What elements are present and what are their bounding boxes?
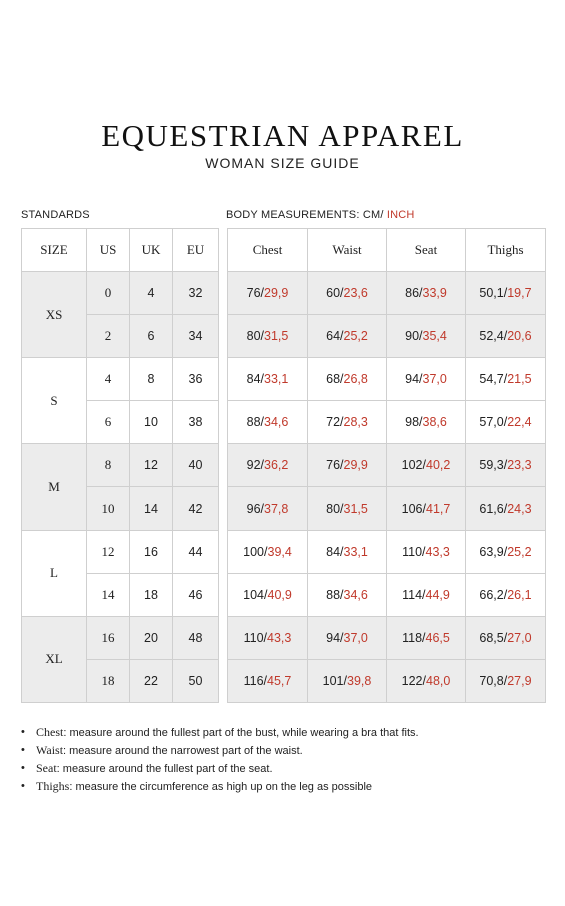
- inch-value: 36,2: [264, 458, 289, 473]
- cm-value: 110: [243, 630, 264, 645]
- measurement-cell: [308, 616, 387, 659]
- cm-value: 106: [401, 501, 423, 516]
- inch-value: 19,7: [507, 286, 532, 301]
- separator: /: [340, 415, 344, 430]
- table-row: [228, 358, 546, 401]
- table-row: [228, 573, 546, 616]
- separator: /: [419, 372, 423, 387]
- cm-value: 50,1: [479, 286, 504, 301]
- standards-header-row: [22, 229, 219, 272]
- measurement-cell: [387, 444, 466, 487]
- cm-value: 94: [405, 372, 420, 387]
- size-cell: XS: [22, 272, 87, 358]
- separator: /: [503, 587, 508, 602]
- uk-cell: 10: [130, 401, 173, 444]
- inch-value: 34,6: [343, 587, 368, 602]
- table-row: [228, 401, 546, 444]
- separator: /: [340, 544, 344, 559]
- uk-cell: 18: [130, 573, 173, 616]
- table-row: [228, 272, 546, 315]
- column-header: Seat: [387, 229, 466, 272]
- cm-value: 66,2: [479, 587, 504, 602]
- measurement-cell: [387, 272, 466, 315]
- separator: /: [503, 673, 508, 688]
- separator: /: [503, 458, 508, 473]
- separator: /: [503, 630, 508, 645]
- standards-body: [22, 272, 219, 703]
- measurement-cell: [387, 401, 466, 444]
- separator: /: [503, 415, 508, 430]
- inch-value: 34,6: [264, 415, 289, 430]
- measurement-cell: [308, 530, 387, 573]
- size-cell: XL: [22, 616, 87, 702]
- us-cell: 18: [87, 659, 130, 702]
- table-row: [228, 530, 546, 573]
- measurements-table: [227, 228, 546, 703]
- cm-value: 60: [326, 286, 341, 301]
- note-term: Thighs: [36, 779, 70, 793]
- inch-value: 45,7: [267, 673, 292, 688]
- cm-value: 84: [246, 372, 261, 387]
- separator: /: [340, 329, 344, 344]
- measurement-cell: [228, 530, 308, 573]
- cm-value: 57,0: [479, 415, 504, 430]
- measurement-cell: [466, 530, 546, 573]
- inch-value: 43,3: [425, 544, 450, 559]
- table-row: [228, 315, 546, 358]
- separator: /: [419, 329, 423, 344]
- note-item: [21, 742, 551, 760]
- measurement-cell: [466, 487, 546, 530]
- cm-value: 72: [326, 415, 341, 430]
- measurement-cell: [308, 272, 387, 315]
- measurement-cell: [466, 444, 546, 487]
- us-cell: 14: [87, 573, 130, 616]
- eu-cell: 32: [173, 272, 219, 315]
- note-term: Chest: [36, 725, 64, 739]
- uk-cell: 6: [130, 315, 173, 358]
- inch-value: 26,1: [507, 587, 532, 602]
- inch-value: 44,9: [425, 587, 450, 602]
- measurement-cell: [308, 573, 387, 616]
- note-item: [21, 724, 551, 742]
- separator: /: [503, 286, 508, 301]
- measurement-cell: [228, 444, 308, 487]
- us-cell: 0: [87, 272, 130, 315]
- uk-cell: 14: [130, 487, 173, 530]
- inch-value: 33,1: [343, 544, 368, 559]
- note-term: Seat: [36, 761, 57, 775]
- separator: /: [503, 372, 508, 387]
- cm-value: 64: [326, 329, 341, 344]
- measurement-cell: [228, 401, 308, 444]
- cm-value: 52,4: [479, 329, 504, 344]
- eu-cell: 50: [173, 659, 219, 702]
- cm-value: 54,7: [479, 372, 504, 387]
- note-text: : measure around the narrowest part of the waist.: [63, 745, 303, 757]
- eu-cell: 36: [173, 358, 219, 401]
- column-header: UK: [130, 229, 173, 272]
- cm-value: 61,6: [479, 501, 504, 516]
- uk-cell: 16: [130, 530, 173, 573]
- separator: /: [503, 544, 508, 559]
- cm-value: 90: [405, 329, 420, 344]
- inch-value: 40,2: [426, 458, 451, 473]
- note-text: : measure the circumference as high up on the leg as possible: [69, 781, 373, 793]
- cm-value: 118: [402, 630, 423, 645]
- separator: /: [260, 501, 265, 516]
- eu-cell: 48: [173, 616, 219, 659]
- table-row: [228, 616, 546, 659]
- cm-value: 104: [243, 587, 265, 602]
- inch-value: 39,4: [267, 544, 292, 559]
- separator: /: [343, 673, 347, 688]
- table-row: [22, 530, 219, 573]
- body-measurements-inch: INCH: [386, 209, 415, 221]
- standards-label: STANDARDS: [21, 209, 90, 221]
- size-cell: S: [22, 358, 87, 444]
- inch-value: 37,8: [264, 501, 289, 516]
- inch-value: 29,9: [264, 286, 289, 301]
- note-item: [21, 760, 551, 778]
- cm-value: 63,9: [479, 544, 504, 559]
- cm-value: 96: [246, 501, 261, 516]
- uk-cell: 22: [130, 659, 173, 702]
- us-cell: 16: [87, 616, 130, 659]
- separator: /: [340, 630, 344, 645]
- eu-cell: 42: [173, 487, 219, 530]
- standards-table: [21, 228, 219, 703]
- cm-value: 101: [322, 673, 344, 688]
- note-term: Waist: [36, 743, 64, 757]
- measurement-cell: [466, 659, 546, 702]
- column-header: Waist: [308, 229, 387, 272]
- uk-cell: 8: [130, 358, 173, 401]
- separator: /: [422, 544, 426, 559]
- measurement-cell: [228, 315, 308, 358]
- inch-value: 27,9: [507, 673, 532, 688]
- measurement-cell: [387, 358, 466, 401]
- measurement-cell: [228, 358, 308, 401]
- eu-cell: 40: [173, 444, 219, 487]
- size-cell: L: [22, 530, 87, 616]
- inch-value: 43,3: [267, 630, 292, 645]
- cm-value: 80: [246, 329, 261, 344]
- inch-value: 41,7: [426, 501, 451, 516]
- column-header: Chest: [228, 229, 308, 272]
- separator: /: [260, 458, 265, 473]
- measurement-cell: [387, 487, 466, 530]
- cm-value: 122: [401, 673, 423, 688]
- eu-cell: 34: [173, 315, 219, 358]
- separator: /: [260, 329, 265, 344]
- separator: /: [422, 587, 426, 602]
- us-cell: 2: [87, 315, 130, 358]
- separator: /: [422, 630, 426, 645]
- separator: /: [340, 501, 344, 516]
- separator: /: [422, 501, 426, 516]
- inch-value: 24,3: [507, 501, 532, 516]
- separator: /: [263, 630, 268, 645]
- eu-cell: 46: [173, 573, 219, 616]
- eu-cell: 44: [173, 530, 219, 573]
- table-row: [228, 444, 546, 487]
- page-title: EQUESTRIAN APPAREL: [101, 118, 464, 153]
- cm-value: 114: [402, 587, 423, 602]
- measurement-cell: [308, 487, 387, 530]
- measurement-cell: [308, 401, 387, 444]
- body-measurements-prefix: BODY MEASUREMENTS: CM/: [226, 209, 384, 221]
- separator: /: [263, 673, 268, 688]
- cm-value: 59,3: [479, 458, 504, 473]
- note-text: : measure around the fullest part of the bust, while wearing a bra that fits.: [63, 727, 419, 739]
- us-cell: 10: [87, 487, 130, 530]
- note-item: [21, 778, 551, 796]
- cm-value: 110: [402, 544, 423, 559]
- cm-value: 68,5: [479, 630, 504, 645]
- table-row: [22, 444, 219, 487]
- inch-value: 31,5: [264, 329, 289, 344]
- table-row: [228, 659, 546, 702]
- uk-cell: 4: [130, 272, 173, 315]
- measurement-notes: [21, 724, 551, 796]
- measurement-cell: [466, 358, 546, 401]
- uk-cell: 20: [130, 616, 173, 659]
- separator: /: [340, 587, 344, 602]
- separator: /: [260, 372, 265, 387]
- cm-value: 98: [405, 415, 420, 430]
- measurements-body: [228, 272, 546, 703]
- measurement-cell: [387, 315, 466, 358]
- separator: /: [422, 673, 426, 688]
- eu-cell: 38: [173, 401, 219, 444]
- measurement-cell: [228, 573, 308, 616]
- us-cell: 6: [87, 401, 130, 444]
- cm-value: 88: [246, 415, 261, 430]
- inch-value: 29,9: [343, 458, 368, 473]
- measurement-cell: [466, 401, 546, 444]
- cm-value: 70,8: [479, 673, 504, 688]
- inch-value: 26,8: [343, 372, 368, 387]
- separator: /: [260, 286, 265, 301]
- cm-value: 88: [326, 587, 341, 602]
- cm-value: 68: [326, 372, 341, 387]
- inch-value: 33,9: [422, 286, 447, 301]
- separator: /: [260, 415, 265, 430]
- cm-value: 86: [405, 286, 420, 301]
- measurement-cell: [308, 358, 387, 401]
- measurement-cell: [466, 272, 546, 315]
- inch-value: 23,6: [343, 286, 368, 301]
- us-cell: 8: [87, 444, 130, 487]
- cm-value: 100: [243, 544, 265, 559]
- cm-value: 92: [246, 458, 261, 473]
- inch-value: 31,5: [343, 501, 368, 516]
- note-text: : measure around the fullest part of the seat.: [56, 763, 273, 775]
- separator: /: [264, 587, 268, 602]
- measurement-cell: [228, 616, 308, 659]
- measurement-cell: [228, 659, 308, 702]
- inch-value: 27,0: [507, 630, 532, 645]
- separator: /: [503, 501, 508, 516]
- cm-value: 116: [243, 673, 264, 688]
- inch-value: 37,0: [343, 630, 368, 645]
- column-header: EU: [173, 229, 219, 272]
- inch-value: 33,1: [264, 372, 289, 387]
- measurement-cell: [466, 616, 546, 659]
- uk-cell: 12: [130, 444, 173, 487]
- separator: /: [340, 458, 344, 473]
- inch-value: 22,4: [507, 415, 532, 430]
- measurements-header-row: [228, 229, 546, 272]
- inch-value: 23,3: [507, 458, 532, 473]
- column-header: SIZE: [22, 229, 87, 272]
- inch-value: 46,5: [425, 630, 450, 645]
- separator: /: [419, 286, 423, 301]
- inch-value: 28,3: [343, 415, 368, 430]
- table-row: [228, 487, 546, 530]
- separator: /: [340, 286, 344, 301]
- inch-value: 48,0: [426, 673, 451, 688]
- separator: /: [340, 372, 344, 387]
- size-cell: M: [22, 444, 87, 530]
- measurement-cell: [308, 444, 387, 487]
- inch-value: 39,8: [347, 673, 372, 688]
- table-row: [22, 616, 219, 659]
- table-row: [22, 272, 219, 315]
- cm-value: 76: [326, 458, 341, 473]
- column-header: Thighs: [466, 229, 546, 272]
- inch-value: 20,6: [507, 329, 532, 344]
- inch-value: 37,0: [422, 372, 447, 387]
- separator: /: [503, 329, 508, 344]
- separator: /: [264, 544, 268, 559]
- us-cell: 4: [87, 358, 130, 401]
- body-measurements-label: [226, 209, 415, 221]
- us-cell: 12: [87, 530, 130, 573]
- cm-value: 102: [401, 458, 423, 473]
- measurement-cell: [466, 315, 546, 358]
- inch-value: 25,2: [343, 329, 368, 344]
- cm-value: 94: [326, 630, 341, 645]
- inch-value: 21,5: [507, 372, 532, 387]
- separator: /: [422, 458, 426, 473]
- inch-value: 40,9: [267, 587, 292, 602]
- measurement-cell: [466, 573, 546, 616]
- separator: /: [419, 415, 423, 430]
- measurement-cell: [387, 616, 466, 659]
- cm-value: 80: [326, 501, 341, 516]
- inch-value: 35,4: [422, 329, 447, 344]
- measurement-cell: [228, 272, 308, 315]
- table-row: [22, 358, 219, 401]
- cm-value: 76: [246, 286, 261, 301]
- measurement-cell: [387, 530, 466, 573]
- inch-value: 25,2: [507, 544, 532, 559]
- measurement-cell: [228, 487, 308, 530]
- inch-value: 38,6: [422, 415, 447, 430]
- measurement-cell: [387, 573, 466, 616]
- cm-value: 84: [326, 544, 341, 559]
- measurement-cell: [308, 659, 387, 702]
- measurement-cell: [387, 659, 466, 702]
- page-subtitle: WOMAN SIZE GUIDE: [205, 155, 360, 171]
- measurement-cell: [308, 315, 387, 358]
- column-header: US: [87, 229, 130, 272]
